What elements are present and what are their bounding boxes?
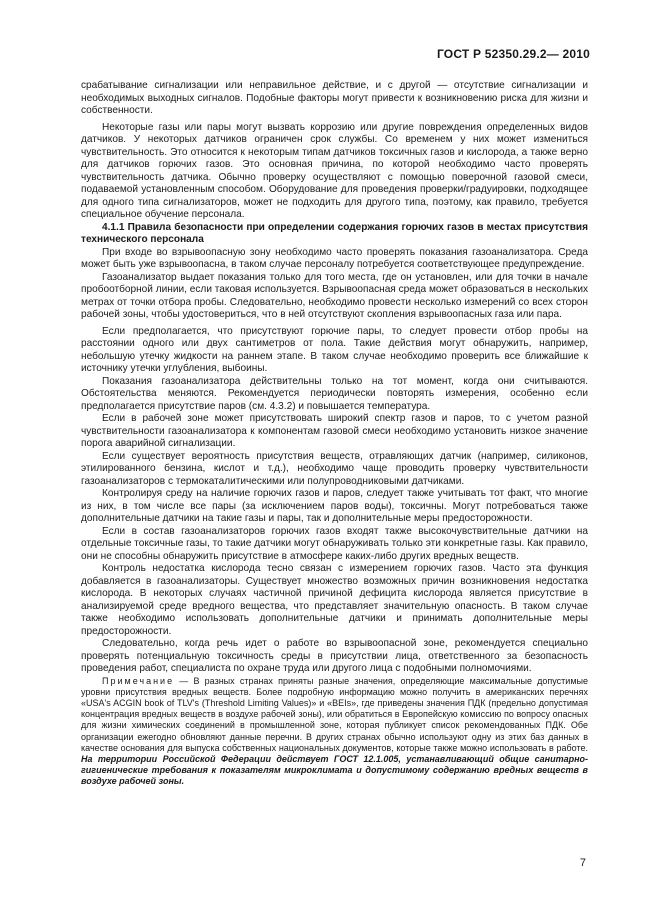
- note-label: Примечание: [102, 675, 175, 686]
- paragraph: Следовательно, когда речь идет о работе во взрывоопасной зоне, рекомендуется специально проверять потенциальную токсичность среды в присутствии лица, ответственного за безопасность проведения работ, специалиста по охране труда или другого лица с подобными полномочиями.: [81, 638, 588, 674]
- paragraph: Контроль недостатка кислорода тесно связан с измерением горючих газов. Часто эта функция добавляется в газоанализаторы. Существует множество возможных причин возникновения недостатка кислорода. В некоторых случаях частичной причиной дефицита кислорода является присутствие в анализируемой среде вредного вещества, что представляет значительную опасность. В таком случае также необходимо использовать дополнительные датчики и принимать дополнительные меры предосторожности.: [81, 563, 588, 637]
- paragraph: Если существует вероятность присутствия веществ, отравляющих датчик (например, силиконов, этилированного бензина, кислот и т.д.), необходимо чаще проводить проверку чувствительности газоанализаторов с термокаталитическими или полупроводниковыми датчиками.: [81, 450, 588, 487]
- paragraph: Если предполагается, что присутствуют горючие пары, то следует провести отбор пробы на расстоянии одного или двух сантиметров от пола. Такие действия могут обнаружить, например, небольшую утечку жидкости на раннем этапе. В таком случае необходимо проверить все ближайшие к источнику утечки углубления, выбоины.: [81, 325, 588, 374]
- paragraph: срабатывание сигнализации или неправильное действие, и с другой — отсутствие сигнализации и необходимых выходных сигналов. Подобные факторы могут привести к возникновению риска для жизни и собственности.: [81, 80, 588, 116]
- note-emphasis: На территории Российской Федерации действует ГОСТ 12.1.005, устанавливающий общие санитарно-гигиенические требования к показателям микроклимата и допустимому содержанию вредных веществ в воздухе рабочей зоны.: [81, 753, 588, 787]
- section-heading: 4.1.1 Правила безопасности при определении содержания горючих газов в местах присутствия технического персонала: [81, 221, 588, 245]
- paragraph: Если в состав газоанализаторов горючих газов входят также высокочувствительные датчики на отдельные токсичные газы, то такие датчики могут обнаруживать только эти конкретные газы. Как правило, они не способны обнаружить присутствие в атмосфере каких-либо других вредных веществ.: [81, 525, 588, 562]
- standard-header: ГОСТ Р 52350.29.2— 2010: [436, 47, 590, 61]
- paragraph: При входе во взрывоопасную зону необходимо часто проверять показания газоанализатора. Среда может быть уже взрывоопасна, в таком случае персоналу потребуется соответствующее предупреждение.: [81, 246, 588, 270]
- paragraph: Некоторые газы или пары могут вызвать коррозию или другие повреждения определенных видов датчиков. У некоторых датчиков ограничен срок службы. Со временем у них может измениться чувствительность. Это относится к некоторым типам датчиков токсичных газов и кислорода, а также верно для датчиков горючих газов. Это основная причина, по которой необходимо часто проверять чувствительность датчика. Обычно проверку осуществляют с помощью поверочной газовой смеси, подаваемой установленным способом. Оборудование для проведения проверки/градуировки, подходящее для одного типа сигнализаторов, может не подходить для другого типа, поэтому, как правило, требуется специальное обучение персонала.: [81, 121, 588, 220]
- paragraph: Контролируя среду на наличие горючих газов и паров, следует также учитывать тот факт, что многие из них, в том числе все пары (за исключением паров воды), токсичны. Могут потребоваться также дополнительные датчики на такие газы и пары, так и дополнительные меры предосторожности.: [81, 488, 588, 524]
- paragraph: Показания газоанализатора действительны только на тот момент, когда они считываются. Обстоятельства меняются. Рекомендуется периодически повторять измерения, особенно если предполагается присутствие паров (см. 4.3.2) и повышается температура.: [81, 375, 588, 412]
- note: [81, 676, 588, 788]
- paragraph: Если в рабочей зоне может присутствовать широкий спектр газов и паров, то с учетом разной чувствительности газоанализатора к компонентам газовой смеси необходимо установить низкое значение порога аварийной сигнализации.: [81, 413, 588, 449]
- body-text: [81, 80, 588, 788]
- page-number: 7: [579, 857, 586, 869]
- note-text: — В разных странах приняты разные значения, определяющие максимальные допустимые уровни присутствия вредных веществ. Более подробную информацию можно получить в американских перечнях «USA's ACGIN book of TLV's (Threshold Limiting Values)» и «BEIs», где приведены значения ПДК (предельно допустимая концентрация вредных веществ в воздухе рабочей зоны), или обратиться в Европейскую комиссию по вопросу опасных для жизни химических соединений в промышленной зоне, которая публикует список рекомендованных ПДК. Обе организации ежегодно обновляют данные перечни. В других странах обычно используют одну из этих баз данных в качестве основания для выпуска собственных национальных документов, которые также можно использовать в работе.: [81, 675, 588, 753]
- paragraph: Газоанализатор выдает показания только для того места, где он установлен, или для точки в начале пробоотборной линии, если таковая используется. Взрывоопасная среда может образоваться в нескольких метрах от точки отбора пробы. Следовательно, необходимо провести несколько измерений со всех сторон рабочей зоны, чтобы удостовериться, что в ней отсутствуют скопления взрывоопасных газа или пара.: [81, 271, 588, 320]
